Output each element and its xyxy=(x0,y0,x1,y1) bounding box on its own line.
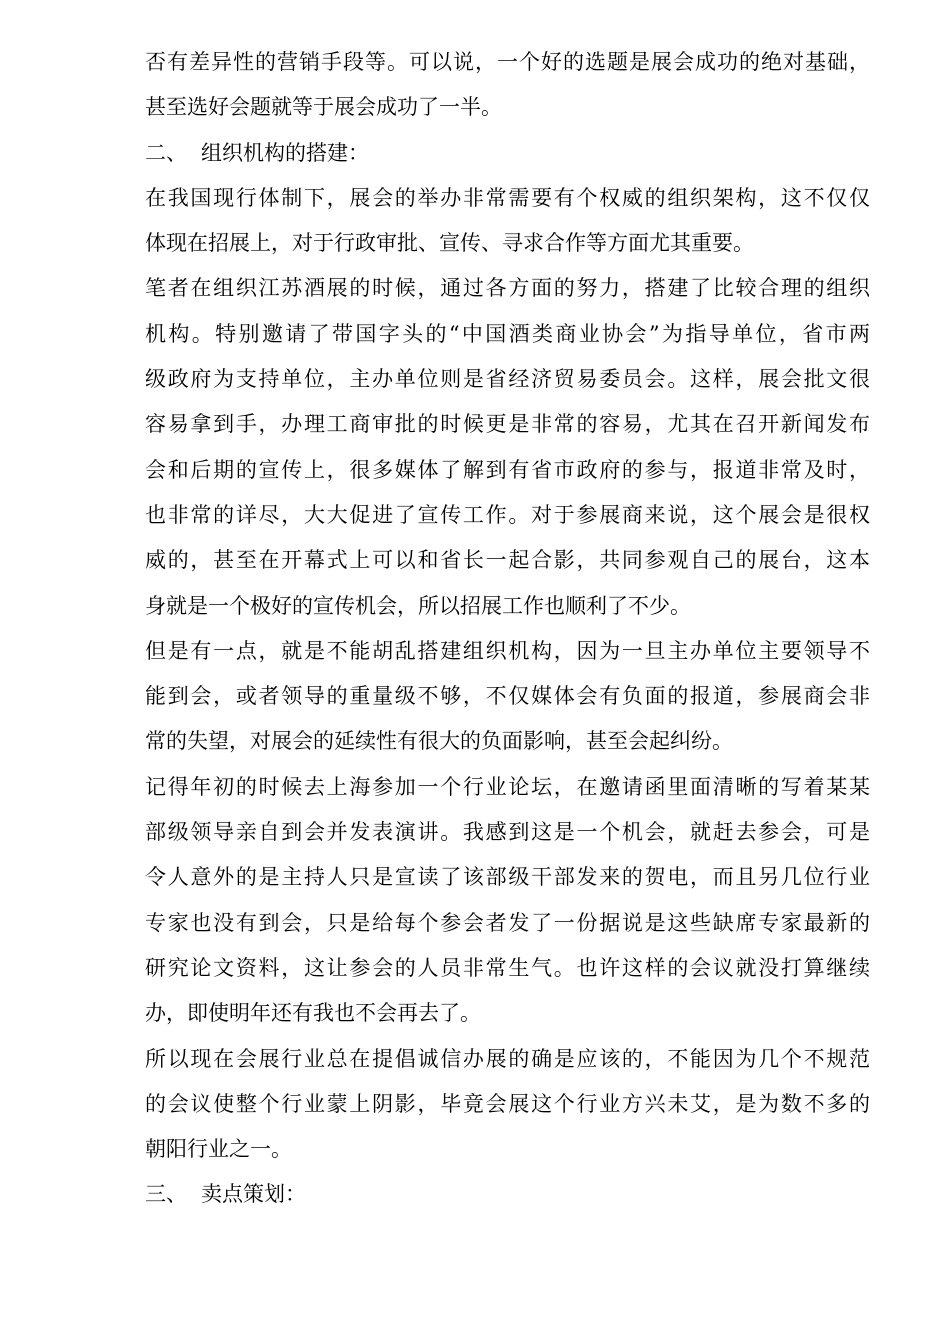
text-line: 记得年初的时候去上海参加一个行业论坛，在邀请函里面清晰的写着某某 xyxy=(145,774,870,799)
section-title: 卖点策划： xyxy=(201,1182,306,1207)
text-line: 也非常的详尽，大大促进了宣传工作。对于参展商来说，这个展会是很权 xyxy=(145,502,870,527)
text-line: 身就是一个极好的宣传机会，所以招展工作也顺利了不少。 xyxy=(145,593,691,618)
text-line: 部级领导亲自到会并发表演讲。我感到这是一个机会，就赶去参会，可是 xyxy=(145,820,870,845)
text-line: 机构。特别邀请了带国字头的“中国酒类商业协会”为指导单位，省市两 xyxy=(145,321,870,346)
text-line: 容易拿到手，办理工商审批的时候更是非常的容易，尤其在召开新闻发布 xyxy=(145,412,870,437)
text-line: 办，即使明年还有我也不会再去了。 xyxy=(145,1001,481,1026)
section-title: 组织机构的搭建： xyxy=(201,140,369,165)
document-body xyxy=(145,40,870,1218)
text-line: 甚至选好会题就等于展会成功了一半。 xyxy=(145,95,502,120)
text-line: 朝阳行业之一。 xyxy=(145,1137,292,1162)
section-number: 二、 xyxy=(145,140,187,165)
text-line: 否有差异性的营销手段等。可以说，一个好的选题是展会成功的绝对基础， xyxy=(145,50,870,74)
text-line: 研究论文资料，这让参会的人员非常生气。也许这样的会议就没打算继续 xyxy=(145,955,870,980)
section-heading xyxy=(145,1172,870,1217)
section-heading xyxy=(145,131,870,176)
text-line: 所以现在会展行业总在提倡诚信办展的确是应该的，不能因为几个不规范 xyxy=(145,1046,870,1071)
text-line: 常的失望，对展会的延续性有很大的负面影响，甚至会起纠纷。 xyxy=(145,729,733,754)
text-line: 的会议使整个行业蒙上阴影，毕竟会展这个行业方兴未艾，是为数不多的 xyxy=(145,1091,870,1116)
section-number: 三、 xyxy=(145,1182,187,1207)
text-line: 笔者在组织江苏酒展的时候，通过各方面的努力，搭建了比较合理的组织 xyxy=(145,276,870,301)
text-line: 体现在招展上，对于行政审批、宣传、寻求合作等方面尤其重要。 xyxy=(145,231,754,256)
text-line: 会和后期的宣传上，很多媒体了解到有省市政府的参与，报道非常及时， xyxy=(145,457,870,482)
text-line: 威的，甚至在开幕式上可以和省长一起合影，共同参观自己的展台，这本 xyxy=(145,548,870,573)
text-line: 专家也没有到会，只是给每个参会者发了一份据说是这些缺席专家最新的 xyxy=(145,910,870,935)
text-line: 但是有一点，就是不能胡乱搭建组织机构，因为一旦主办单位主要领导不 xyxy=(145,638,870,663)
text-line: 令人意外的是主持人只是宣读了该部级干部发来的贺电，而且另几位行业 xyxy=(145,865,870,890)
text-line: 级政府为支持单位，主办单位则是省经济贸易委员会。这样，展会批文很 xyxy=(145,367,870,392)
text-line: 能到会，或者领导的重量级不够，不仅媒体会有负面的报道，参展商会非 xyxy=(145,684,870,709)
text-line: 在我国现行体制下，展会的举办非常需要有个权威的组织架构，这不仅仅 xyxy=(145,185,870,210)
